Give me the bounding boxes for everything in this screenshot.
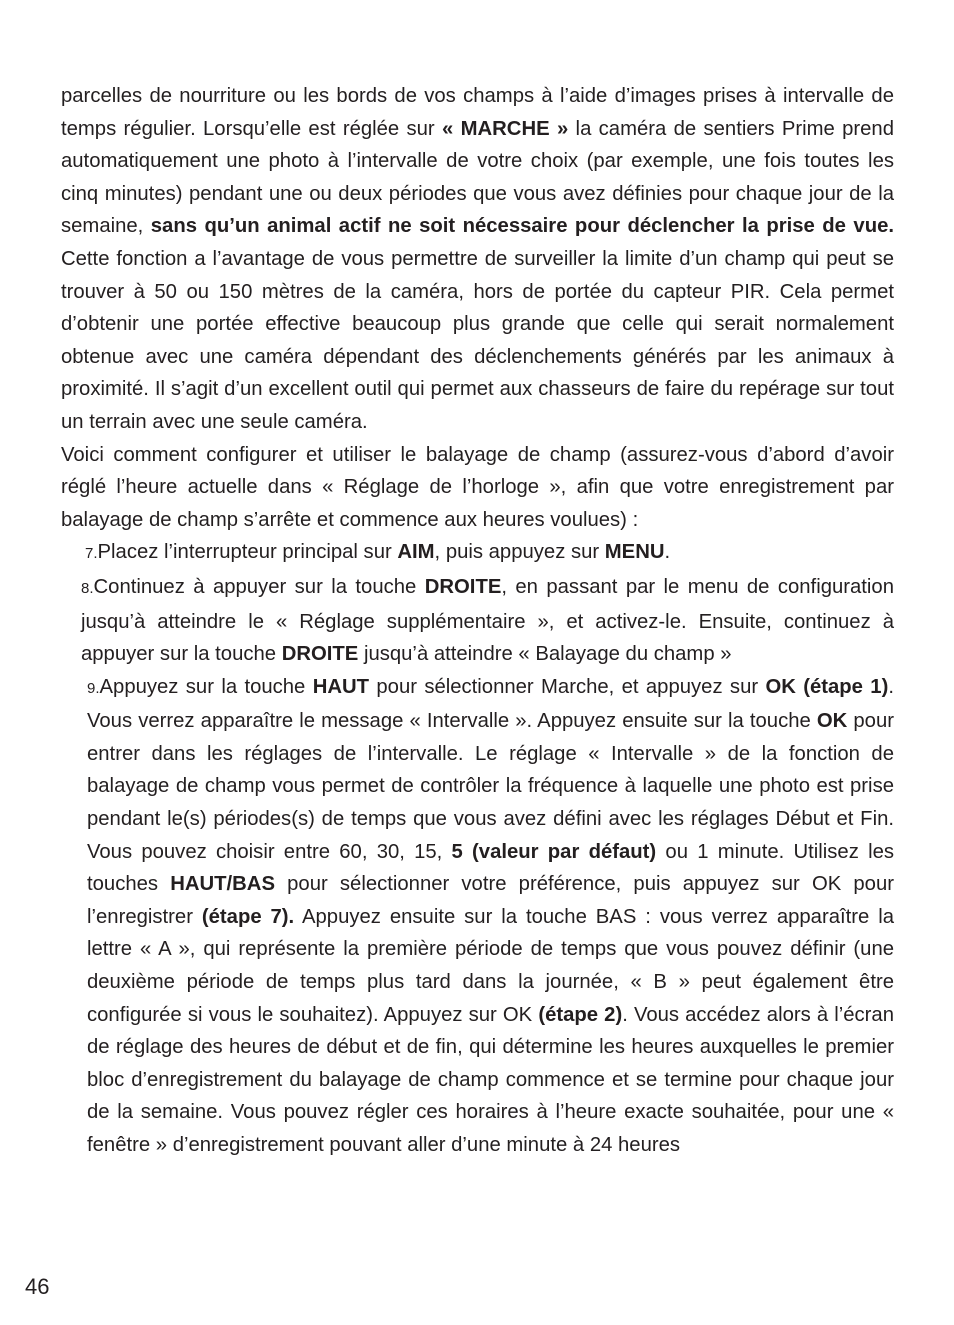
step-7: 7.Placez l’interrupteur principal sur AIM, puis appuyez sur MENU. xyxy=(61,536,894,571)
paragraph-configuration-intro: Voici comment configurer et utiliser le balayage de champ (assurez-vous d’abord d’avoir réglé l’heure actuelle dans « Réglage de l’horloge », afin que votre enregistrement par balayage de champ s’arrête et commence aux heures voulues) : xyxy=(61,443,894,531)
step-8: 8.Continuez à appuyer sur la touche DROITE, en passant par le menu de configuration jusqu’à atteindre le « Réglage supplémentaire », et activez-le. Ensuite, continuez à appuyer sur la touche DROITE jusqu’à atteindre « Balayage du champ » xyxy=(61,571,894,671)
document-page xyxy=(61,80,894,1162)
paragraph-field-scan-intro: parcelles de nourriture ou les bords de vos champs à l’aide d’images prises à intervalle de temps régulier. Lorsqu’elle est réglée sur « MARCHE » la caméra de sentiers Prime prend automatiquement une photo à l’intervalle de votre choix (par exemple, une fois toutes les cinq minutes) pendant une ou deux périodes que vous avez définies pour chaque jour de la semaine, sans qu’un animal actif ne soit nécessaire pour déclencher la prise de vue. Cette fonction a l’avantage de vous permettre de surveiller la limite d’un champ qui peut se trouver à 50 ou 150 mètres de la caméra, hors de portée du capteur PIR. Cela permet d’obtenir une portée effective beaucoup plus grande que celle qui serait normalement obtenue avec une caméra dépendant des déclenchements générés par les animaux à proximité. Il s’agit d’un excellent outil qui permet aux chasseurs de faire du repérage sur tout un terrain avec une seule caméra. xyxy=(61,85,895,433)
step-number: 9. xyxy=(87,679,100,697)
step-9: 9.Appuyez sur la touche HAUT pour sélectionner Marche, et appuyez sur OK (étape 1). Vous verrez apparaître le message « Intervalle ». Appuyez ensuite sur la touche OK pour entrer dans les réglages de l’intervalle. Le réglage « Intervalle » de la fonction de balayage de champ vous permet de contrôler la fréquence à laquelle une photo est prise pendant le(s) périodes(s) de temps que vous avez défini avec les réglages Début et Fin. Vous pouvez choisir entre 60, 30, 15, 5 (valeur par défaut) ou 1 minute. Utilisez les touches HAUT/BAS pour sélectionner votre préférence, puis appuyez sur OK pour l’enregistrer (étape 7). Appuyez ensuite sur la touche BAS : vous verrez apparaître la lettre « A », qui représente la première période de temps que vous pouvez définir (une deuxième période de temps plus tard dans la journée, « B » peut également être configurée si vous le souhaitez). Appuyez sur OK (étape 2). Vous accédez alors à l’écran de réglage des heures de début et de fin, qui détermine les heures auxquelles le premier bloc d’enregistrement du balayage de champ commence et se termine pour chaque jour de la semaine. Vous pouvez régler ces horaires à l’heure exacte souhaitée, pour une « fenêtre » d’enregistrement pouvant aller d’une minute à 24 heures xyxy=(61,671,894,1162)
step-number: 7. xyxy=(85,545,98,563)
step-number: 8. xyxy=(81,579,94,597)
page-number: 46 xyxy=(25,1274,50,1299)
